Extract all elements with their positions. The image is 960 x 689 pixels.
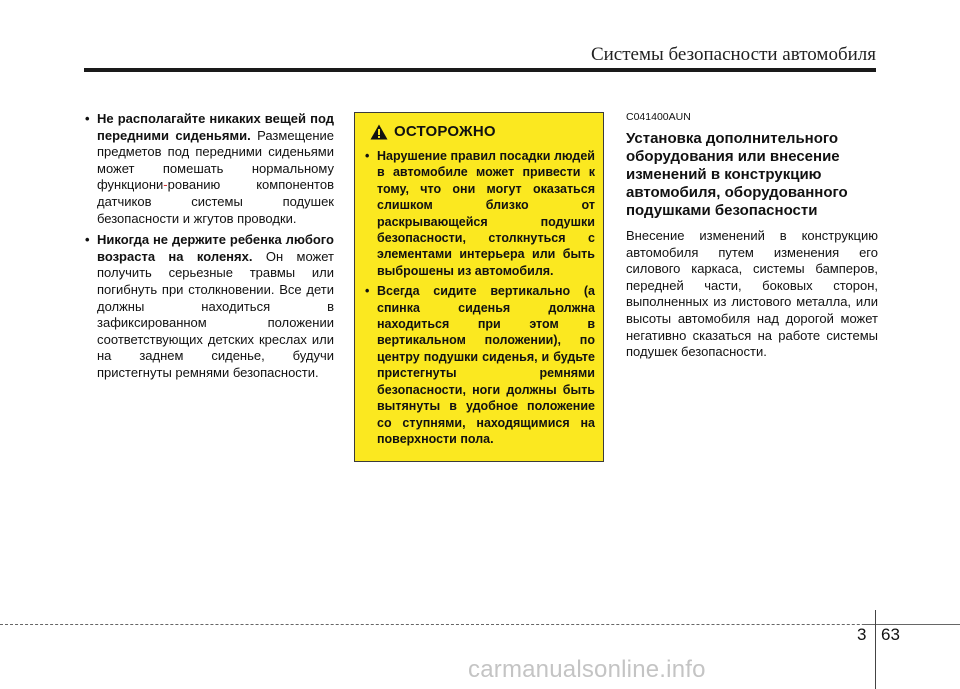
warning-title: ОСТОРОЖНО [394, 123, 496, 140]
left-column [84, 111, 334, 387]
warning-box [354, 112, 604, 462]
item-bold-text: Не располагайте никаких вещей под передними сиденьями. [97, 111, 334, 143]
footer-divider [875, 610, 876, 689]
list-item [84, 232, 334, 381]
warning-header [364, 123, 595, 140]
chapter-number: 3 [857, 625, 867, 644]
footer-rule-right [862, 624, 960, 625]
section-code: C041400AUN [626, 111, 691, 123]
footer-rule [0, 624, 960, 625]
page-header-title: Системы безопасности автомобиля [590, 44, 876, 65]
warning-item: • Нарушение правил посадки людей в автомобиле может привести к тому, что они могут оказаться слишком близко от раскрывающейся подушки безопасности, столкнуться с элементами интерьера или быть выброшены из автомобиля. [364, 148, 595, 279]
page-number: 63 [881, 625, 900, 644]
item-text: Он может получить серьезные травмы или погибнуть при столкновении. Все дети должны находиться в зафиксированном положении соответствующих детских креслах или на заднем сиденье, будучи пристегнуты ремнями безопасности. [97, 248, 334, 380]
item-bold-text: Никогда не держите ребенка любого возраста на коленях. [97, 232, 334, 264]
warning-triangle-icon [370, 124, 388, 140]
item-text: Размещение предметов под передними сиденьями может помешать нормальному функциони [97, 127, 334, 193]
right-column [626, 111, 878, 361]
watermark: carmanualsonline.info [468, 656, 706, 683]
list-item [84, 111, 334, 227]
header-rule [84, 68, 876, 72]
item-text: рованию компонентов датчиков системы подушек безопасности и жгутов проводки. [97, 177, 334, 226]
soft-hyphen: - [163, 177, 168, 193]
warning-item: • Всегда сидите вертикально (а спинка сиденья должна находиться при этом в вертикальном положении), по центру подушки сиденья, и будьте пристегнуты ремнями безопасности, ноги должны быть вытянуты в удобное положение со ступнями, находящимися на поверхности пола. [364, 283, 595, 447]
section-body: Внесение изменений в конструкцию автомобиля путем изменения его силового каркаса, системы бамперов, передней части, боковых сторон, выполненных из листового металла, или высоты автомобиля над дорогой может негативно сказаться на работе системы подушек безопасности. [626, 228, 878, 360]
section-title: Установка дополнительного оборудования или внесение изменений в конструкцию автомобиля, оборудованного подушками безопасности [626, 130, 848, 219]
